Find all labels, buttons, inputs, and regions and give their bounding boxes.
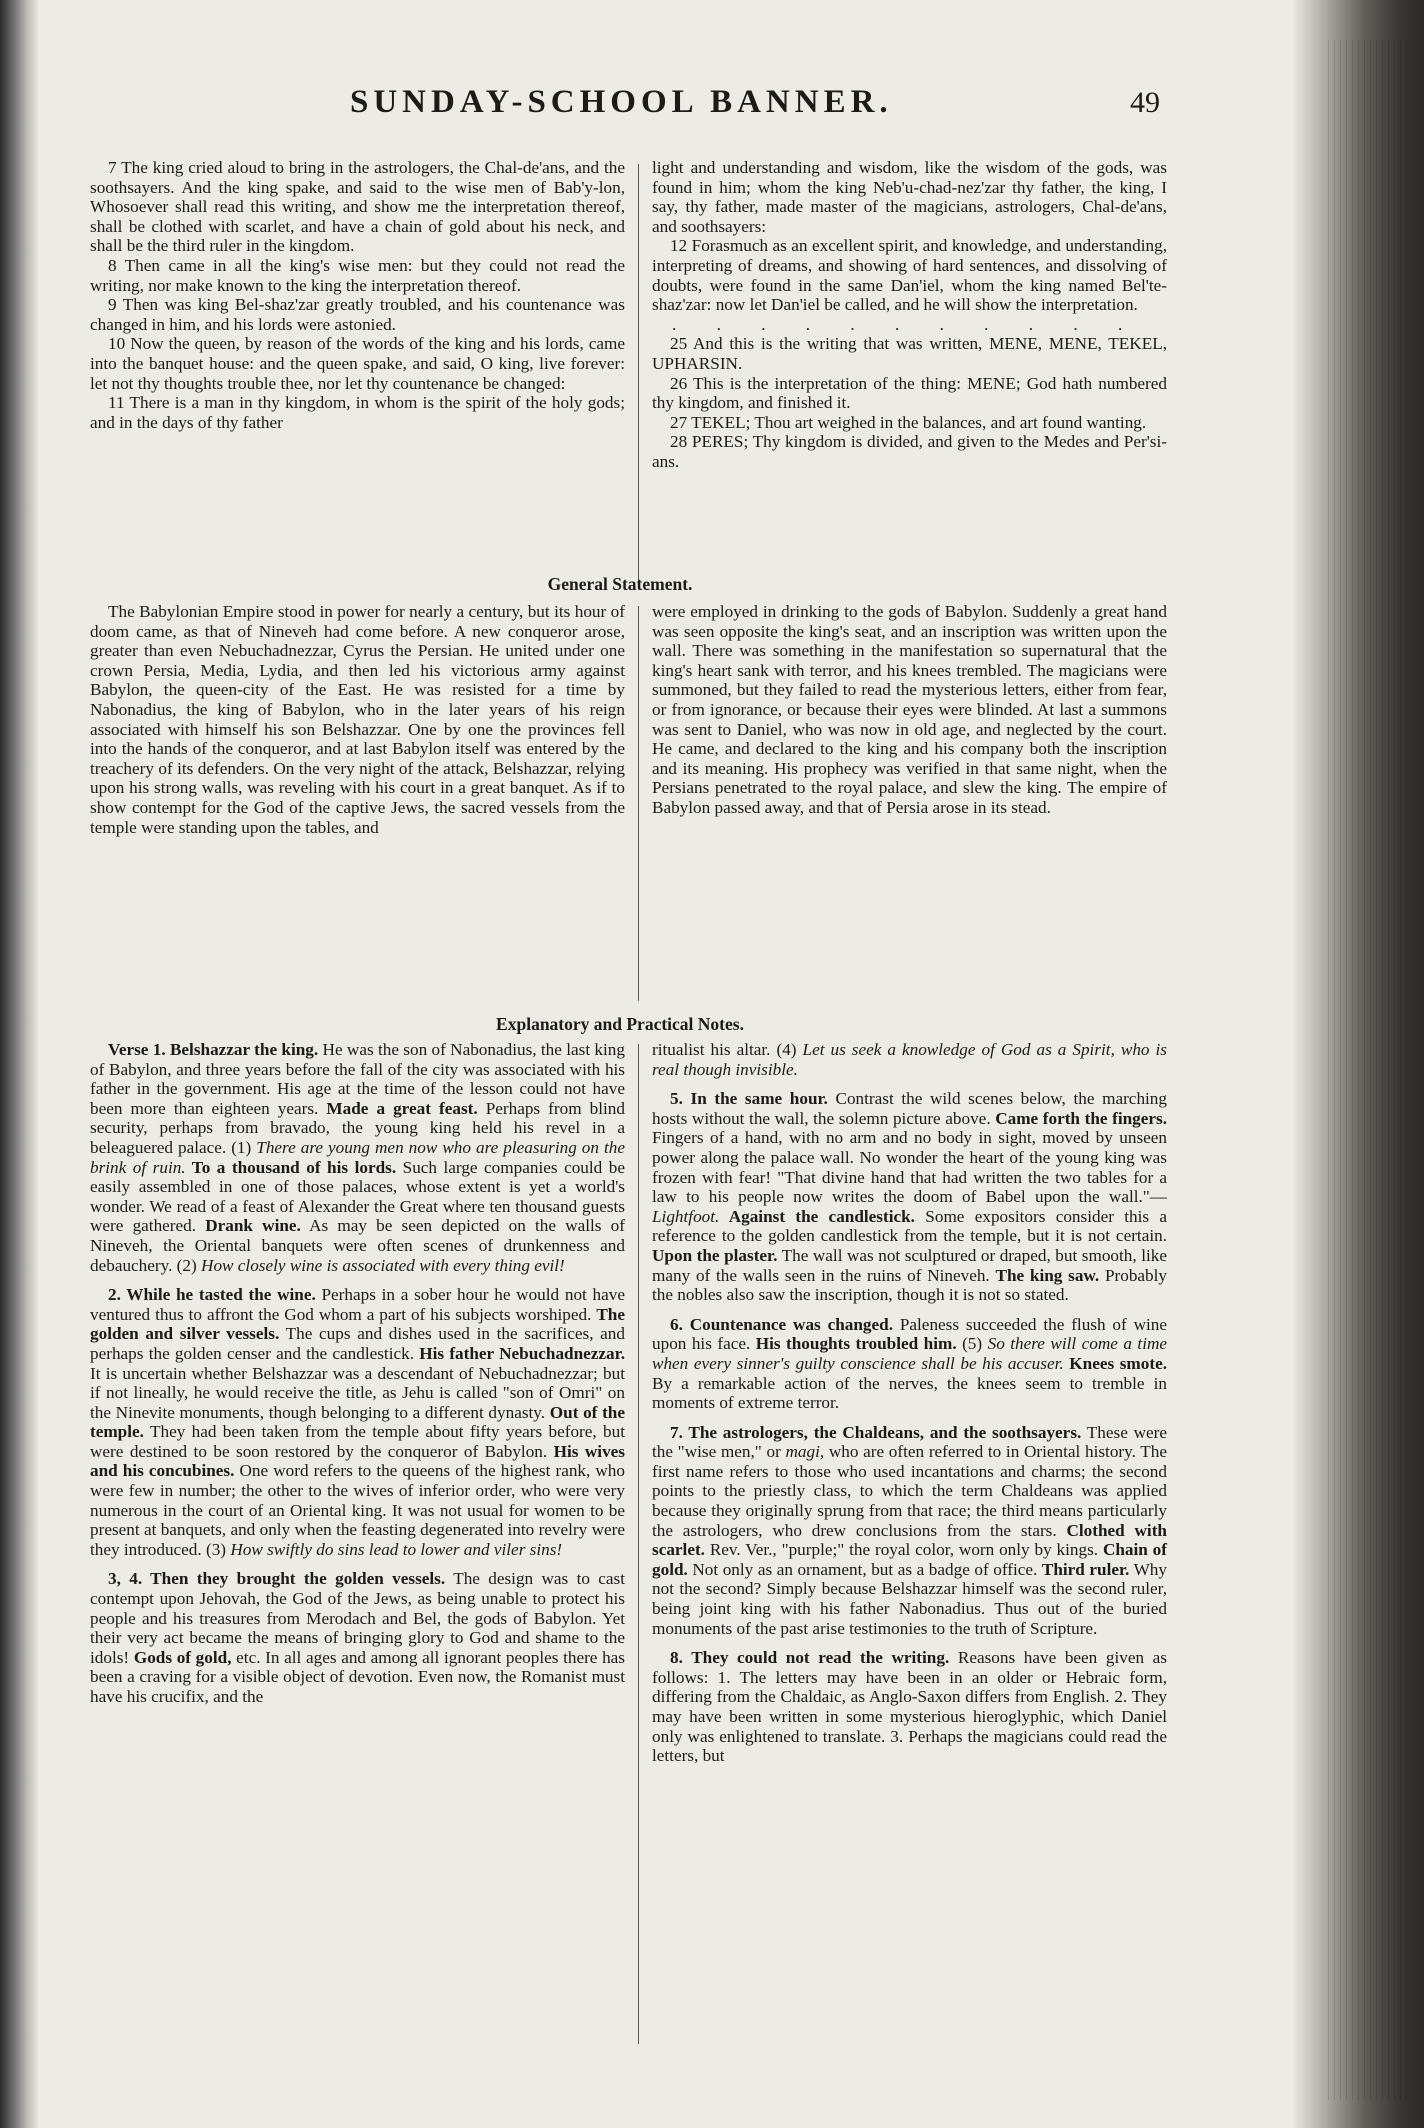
ellipsis-dots: . . . . . . . . . . . (672, 314, 1141, 334)
note-text: etc. In all ages and among all ignorant peoples there has been a craving for a visible object of devotion. Even now, the Romanist must have his crucifix, and the (90, 1647, 626, 1706)
note-term: 8. They could not read the writing. (670, 1648, 950, 1668)
notes-right-column (652, 1040, 1167, 1766)
note-term: Verse 1. Belshazzar the king. (108, 1040, 319, 1059)
scripture-verse-26: 26 This is the interpretation of the thing: MENE; God hath numbered thy kingdom, and finished it. (652, 373, 1167, 413)
note-text: ritualist his altar. (4) (652, 1040, 803, 1059)
notes-heading: Explanatory and Practical Notes. (496, 1014, 744, 1034)
note-text: Paleness succeeded the flush of wine upon his face. (652, 1314, 1167, 1354)
scripture-verse-12: 12 Forasmuch as an excellent spirit, and knowledge, and understanding, interpreting of dreams, and showing of hard sentences, and dissolving of doubts, were found in the same Dan'iel, whom the king named Bel'te-shaz'zar: now let Dan'iel be called, and he will show the interpretation. (652, 236, 1167, 315)
book-page (60, 84, 1180, 2064)
scripture-verse-11-cont: light and understanding and wisdom, like the wisdom of the gods, was found in him; whom the king Neb'u-chad-nez'zar thy father, the king, I say, thy father, made master of the magicians, astrologers, Chal-de'ans, and soothsayers: (652, 158, 1167, 236)
note-term: 3, 4. Then they brought the golden vessels. (108, 1569, 446, 1589)
note-text: Fingers of a hand, with no arm and no body in sight, moved by unseen power along the palace wall. No wonder the heart of the young king was frozen with fear! "That divine hand that had written the two tables for a law to his people now writes the doom of Babel upon the wall."— (652, 1128, 1167, 1207)
note-text: Perhaps in a sober hour he would not have ventured thus to affront the God whom a part of his subjects worshiped. (90, 1285, 625, 1324)
page-edge (1294, 0, 1424, 2128)
note-text: Probably the nobles also saw the inscription, though it is not so stated. (652, 1265, 1168, 1305)
note-text: Contrast the wild scenes below, the marching hosts without the wall, the solemn picture above. (652, 1089, 1167, 1128)
note-verse-1 (90, 1040, 625, 1275)
note-lesson: There are young men now who are pleasuring on the brink of ruin. (90, 1137, 625, 1177)
note-term: 5. In the same hour. (670, 1089, 828, 1109)
note-term: Made a great feast. (326, 1098, 478, 1118)
book-spine-shadow (0, 0, 38, 2128)
note-verse-7 (652, 1423, 1167, 1639)
note-text: As may be seen depicted on the walls of Nineveh, the Oriental banquets were often scenes of drunkenness and debauchery. (2) (90, 1216, 625, 1275)
note-verse-3-4 (90, 1569, 625, 1706)
column-divider (638, 1044, 639, 2044)
note-term: To a thousand of his lords. (185, 1157, 397, 1177)
note-term: 2. While he tasted the wine. (108, 1285, 316, 1305)
note-text: The wall was not sculptured or draped, but smooth, like many of the walls seen in the ruins of Nineveh. (652, 1245, 1167, 1285)
note-text: Why not the second? Simply because Belshazzar himself was the second ruler, being joint king with his father Nabonadius. Thus out of the buried monuments of the past arise testimonies to the truth of Scripture. (652, 1559, 1167, 1638)
note-text: Not only as an ornament, but as a badge of office. (687, 1559, 1042, 1579)
note-text: (5) (956, 1334, 988, 1354)
note-term: His thoughts troubled him. (755, 1334, 957, 1354)
note-text: Rev. Ver., "purple;" the royal color, worn only by kings. (704, 1540, 1103, 1560)
note-term: 6. Countenance was changed. (670, 1314, 893, 1334)
note-lesson: Let us seek a knowledge of God as a Spirit, who is real though invisible. (652, 1040, 1167, 1079)
note-text: Some expositors consider this a reference to the golden candlestick from the temple, but it is not certain. (652, 1206, 1167, 1246)
note-verse-4-cont (652, 1040, 1167, 1079)
column-divider (638, 164, 639, 584)
note-text: Perhaps from blind security, perhaps from bravado, the young king held his revel in a beleaguered palace. (1) (90, 1098, 625, 1157)
scripture-verse-11: 11 There is a man in thy kingdom, in whom is the spirit of the holy gods; and in the days of thy father (90, 393, 625, 432)
scripture-verse-9: 9 Then was king Bel-shaz'zar greatly troubled, and his countenance was changed in him, and his lords were astonied. (90, 295, 625, 334)
column-divider (638, 606, 639, 1001)
scripture-verse-28: 28 PERES; Thy kingdom is divided, and given to the Medes and Per'si-ans. (652, 432, 1167, 471)
general-statement-right-text: were employed in drinking to the gods of Babylon. Suddenly a great hand was seen opposite the king's seat, and an inscription was written upon the wall. There was something in the manifestation so supernatural that the king's heart sank with terror, and his knees trembled. The magicians were summoned, but they failed to read the mysterious letters, either from fear, or from ignorance, or because their eyes were blinded. At last a summons was sent to Daniel, who was now in old age, and neglected by the court. He came, and declared to the king and his company both the inscription and its meaning. His prophecy was verified in that same night, when the Persians penetrated to the royal palace, and slew the king. The empire of Babylon passed away, and that of Persia arose in its stead. (652, 602, 1167, 817)
note-term: 7. The astrologers, the Chaldeans, and the soothsayers. (670, 1422, 1082, 1442)
note-text: He was the son of Nabonadius, the last king of Babylon, and three years before the fall of the city was associated with his father in the government. His age at the time of the lesson could not have been more than eighteen years. (90, 1040, 625, 1118)
note-verse-8 (652, 1648, 1167, 1766)
note-text: One word refers to the queens of the highest rank, who were few in number; the other to the wives of inferior order, who were very numerous in the court of an Oriental king. It was not usual for women to be present at banquets, and only when the feasting degenerated into revelry were they introduced. (3) (90, 1461, 625, 1559)
note-text: By a remarkable action of the nerves, the knees seem to tremble in moments of extreme terror. (652, 1373, 1167, 1413)
scripture-verse-25: 25 And this is the writing that was written, MENE, MENE, TEKEL, UPHARSIN. (652, 334, 1167, 373)
note-term: His wives and his concubines. (90, 1441, 625, 1481)
note-text: The cups and dishes used in the sacrifices, and perhaps the golden censer and the candlestick. (90, 1324, 625, 1363)
note-lesson: So there will come a time when every sinner's guilty conscience shall be his accuser. (652, 1334, 1168, 1373)
note-citation: Lightfoot. (652, 1206, 720, 1226)
note-term: Clothed with scarlet. (652, 1520, 1167, 1560)
general-statement-right (652, 602, 1167, 818)
general-statement-left (90, 602, 625, 837)
note-text: Reasons have been given as follows: 1. The letters may have been in an older or Hebraic form, differing from the Chaldaic, as Anglo-Saxon differs from English. 2. They may have been written in some mysterious hieroglyphic, which Daniel only was enlightened to translate. 3. Perhaps the magicians could read the letters, but (652, 1648, 1167, 1766)
note-text: Such large companies could be easily assembled in one of those palaces, whose extent is yet a world's wonder. We read of a feast of Alexander the Great where ten thousand guests were gathered. (90, 1157, 625, 1236)
note-lesson: How swiftly do sins lead to lower and viler sins! (230, 1539, 563, 1559)
note-term: Chain of gold. (652, 1540, 1168, 1579)
note-term: Came forth the fingers. (995, 1108, 1167, 1128)
scripture-right-column (652, 158, 1167, 472)
note-text: They had been taken from the temple about fifty years before, but were destined to be soon restored by the conqueror of Babylon. (90, 1422, 625, 1461)
scripture-verse-8: 8 Then came in all the king's wise men: but they could not read the writing, nor make known to the king the interpretation thereof. (90, 255, 625, 295)
running-title: SUNDAY-SCHOOL BANNER. (350, 84, 893, 120)
note-term: Out of the temple. (90, 1402, 625, 1442)
general-statement-heading: General Statement. (547, 574, 693, 594)
general-statement-left-text: The Babylonian Empire stood in power for nearly a century, but its hour of doom came, as that of Nineveh had come before. A new conqueror arose, greater than even Nebuchadnezzar, Cyrus the Persian. He united under one crown Persia, Media, Lydia, and then led his victorious army against Babylon, the queen-city of the East. He was resisted for a time by Nabonadius, the king of Babylon, who in the later years of his reign associated with himself his son Belshazzar. One by one the provinces fell into the hands of the conqueror, and at last Babylon itself was entered by the treachery of its defenders. On the very night of the attack, Belshazzar, relying upon his strong walls, was reveling with his court in a great banquet. As if to show contempt for the God of the captive Jews, the sacred vessels from the temple were standing upon the tables, and (90, 602, 625, 837)
note-verse-5 (652, 1089, 1167, 1305)
note-term: Third ruler. (1041, 1559, 1130, 1579)
scripture-verse-10: 10 Now the queen, by reason of the words of the king and his lords, came into the banquet house: and the queen spake, and said, O king, live forever: let not thy thoughts trouble thee, nor let thy countenance be changed: (90, 334, 625, 393)
note-term-italic: magi, (785, 1442, 825, 1462)
note-verse-6 (652, 1315, 1167, 1413)
note-term: The golden and silver vessels. (90, 1304, 625, 1344)
page-number: 49 (1130, 86, 1160, 119)
note-text: It is uncertain whether Belshazzar was a descendant of Nebuchadnezzar; but if not lineally, he would receive the title, as Jehu is called "son of Omri" on the Ninevite monuments, though belonging to a different dynasty. (90, 1363, 625, 1422)
notes-left-column (90, 1040, 625, 1707)
scripture-verse-27: 27 TEKEL; Thou art weighed in the balances, and art found wanting. (670, 412, 1147, 432)
note-text: The design was to cast contempt upon Jehovah, the God of the Jews, as being unable to protect his people and his treasures from Merodach and Bel, the gods of Babylon. Yet their very act became the means of bringing glory to God and shame to the idols! (90, 1569, 626, 1667)
note-term: Upon the plaster. (652, 1245, 778, 1265)
scripture-verse-7: 7 The king cried aloud to bring in the astrologers, the Chal-de'ans, and the soothsayers. And the king spake, and said to the wise men of Bab'y-lon, Whosoever shall read this writing, and show me the interpretation thereof, shall be clothed with scarlet, and have a chain of gold about his neck, and shall be the third ruler in the kingdom. (90, 158, 625, 256)
note-lesson: How closely wine is associated with every thing evil! (201, 1255, 565, 1275)
page-edge-lines (1328, 40, 1408, 2100)
note-term: Gods of gold, (133, 1647, 232, 1667)
note-term: Knees smote. (1063, 1353, 1167, 1373)
scripture-left-column (90, 158, 625, 432)
note-text: These were the "wise men," or (652, 1422, 1167, 1462)
note-term: The king saw. (995, 1265, 1100, 1285)
note-term: Drank wine. (205, 1216, 301, 1236)
note-term: Against the candlestick. (719, 1206, 915, 1226)
page-header (60, 84, 1180, 134)
note-term: His father Nebuchadnezzar. (419, 1343, 625, 1363)
note-verse-2 (90, 1285, 625, 1559)
note-text: who are often referred to in Oriental history. The first name refers to those who used incantations and charms; the second points to the priestly class, to which the term Chaldeans was applied because they originally sprung from that race; the third means particularly the astrologers, who drew conclusions from the stars. (652, 1442, 1168, 1540)
